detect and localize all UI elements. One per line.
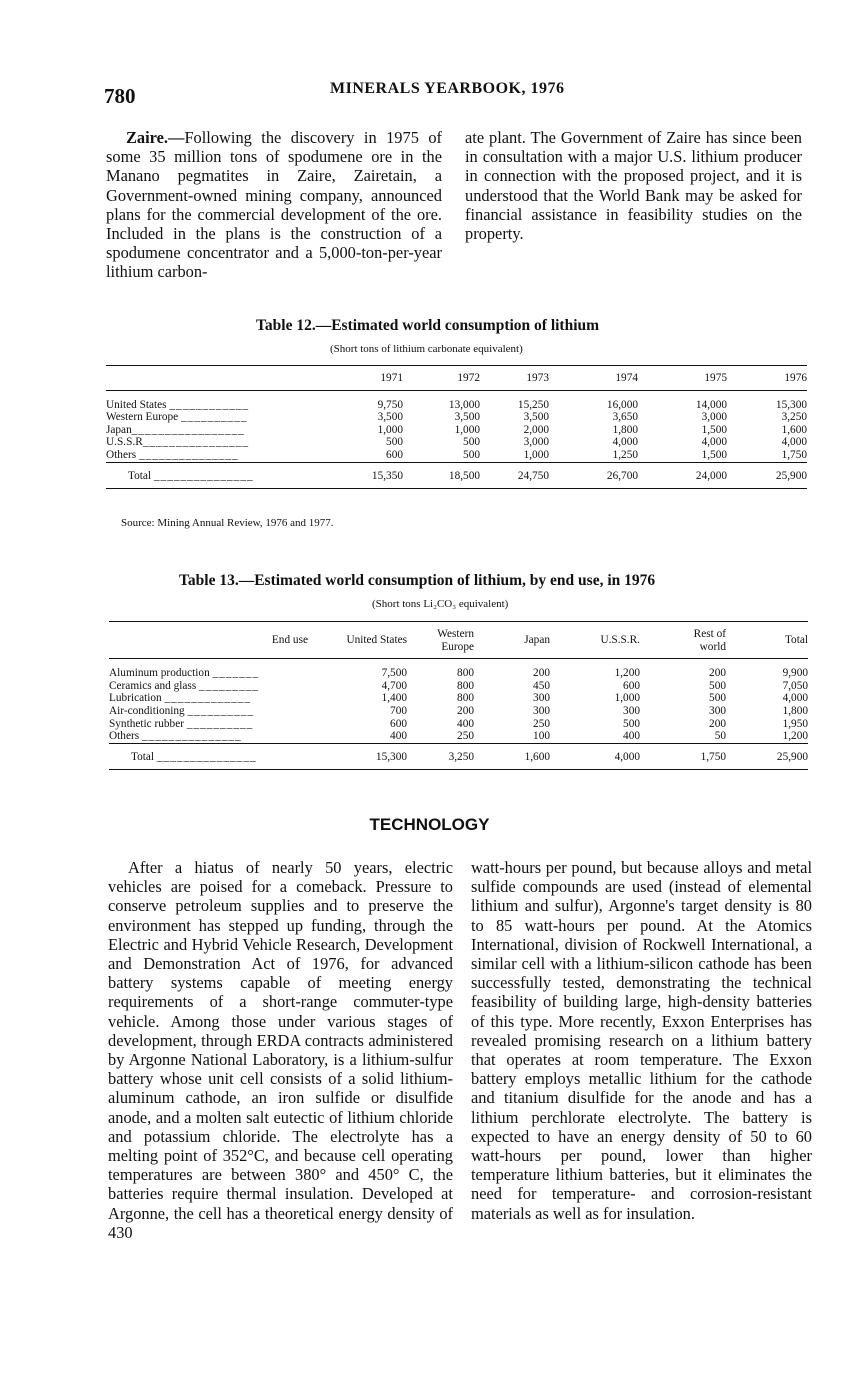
cell: 15,300 (775, 398, 807, 411)
table12-col-header: 1974 (549, 366, 638, 391)
cell: 1,000 (377, 423, 403, 436)
cell: 1,500 (701, 448, 727, 461)
cell: 700 (390, 704, 407, 717)
cell: 250 (533, 717, 550, 730)
table-row (106, 411, 807, 424)
cell: 600 (390, 717, 407, 730)
cell: 1,000 (614, 692, 640, 705)
cell: 1,750 (781, 448, 807, 461)
cell: 3,650 (612, 411, 638, 424)
cell: 500 (709, 692, 726, 705)
row-label: Japan_________________ (106, 423, 245, 436)
table12-col-header: 1975 (638, 366, 727, 391)
table13-title: Table 13.—Estimated world consumption of lithium, by end use, in 1976 (179, 572, 656, 589)
row-label: Air-conditioning __________ (109, 704, 255, 717)
total-cell: 15,300 (308, 743, 407, 770)
table12-title: Table 12.—Estimated world consumption of lithium (256, 317, 600, 334)
table13-col-header: Total (726, 622, 808, 659)
zaire-paragraph (106, 128, 442, 282)
cell: 600 (623, 679, 640, 692)
zaire-right-column (465, 128, 802, 243)
cell: 400 (390, 730, 407, 743)
cell: 800 (457, 679, 474, 692)
cell: 3,250 (781, 411, 807, 424)
table-row (109, 718, 808, 731)
cell: 200 (709, 717, 726, 730)
zaire-left-text: Following the discovery in 1975 of some 35 million tons of spodumene ore in the Manano pegmatites in Zaire, Zairetain, a Government-owned mining company, announced plans for the commercial development of the ore. Included in the plans is the construction of a spodumene concentrator and a 5,000-ton-per-year lithium carbon- (106, 128, 442, 282)
total-label: Total _______________ (106, 462, 328, 489)
total-cell: 4,000 (550, 743, 640, 770)
zaire-runin-heading: Zaire.— (126, 128, 185, 147)
table-row (106, 449, 807, 462)
cell: 400 (457, 717, 474, 730)
table12-header-row (106, 366, 807, 391)
cell: 1,200 (782, 730, 808, 743)
table13-col-header: End use (109, 622, 308, 659)
cell: 3,500 (377, 411, 403, 424)
table13 (109, 621, 808, 770)
cell: 3,500 (523, 411, 549, 424)
cell: 1,250 (612, 448, 638, 461)
total-cell: 26,700 (549, 462, 638, 489)
table12-col-header: 1976 (727, 366, 807, 391)
total-label: Total _______________ (109, 743, 308, 770)
page-number: 780 (104, 84, 136, 108)
cell: 500 (463, 436, 480, 449)
table12 (106, 365, 807, 489)
cell: 200 (457, 704, 474, 717)
total-cell: 1,600 (474, 743, 550, 770)
row-label: Western Europe __________ (106, 411, 248, 424)
cell: 200 (709, 667, 726, 680)
cell: 300 (709, 704, 726, 717)
table13-col-header: Japan (474, 622, 550, 659)
cell: 50 (714, 730, 726, 743)
cell: 1,400 (381, 692, 407, 705)
cell: 1,600 (781, 423, 807, 436)
row-label: U.S.S.R________________ (106, 436, 250, 449)
total-cell: 25,900 (727, 462, 807, 489)
running-title: MINERALS YEARBOOK, 1976 (330, 80, 565, 97)
cell: 300 (623, 704, 640, 717)
cell: 1,500 (701, 423, 727, 436)
total-cell: 3,250 (407, 743, 474, 770)
cell: 9,900 (782, 667, 808, 680)
table13-col-header: Rest of world (640, 622, 726, 659)
cell: 1,000 (523, 448, 549, 461)
cell: 500 (623, 717, 640, 730)
table12-header-blank (106, 366, 328, 391)
cell: 1,000 (454, 423, 480, 436)
table12-col-header: 1971 (328, 366, 403, 391)
cell: 450 (533, 679, 550, 692)
table13-col-header: United States (308, 622, 407, 659)
cell: 800 (457, 692, 474, 705)
total-cell: 24,750 (480, 462, 549, 489)
row-label: Lubrication _____________ (109, 692, 251, 705)
row-label: Aluminum production _______ (109, 667, 260, 680)
cell: 500 (463, 448, 480, 461)
total-cell: 25,900 (726, 743, 808, 770)
table-row (109, 730, 808, 743)
row-label: Others _______________ (106, 448, 239, 461)
technology-right-column (471, 858, 812, 1223)
table-row (106, 399, 807, 412)
technology-left-column (108, 858, 453, 1242)
total-cell: 24,000 (638, 462, 727, 489)
cell: 1,200 (614, 667, 640, 680)
total-cell: 18,500 (403, 462, 480, 489)
cell: 4,000 (612, 436, 638, 449)
cell: 2,000 (523, 423, 549, 436)
row-label: Others _______________ (109, 730, 242, 743)
table-row (106, 436, 807, 449)
table12-total-row (106, 462, 807, 489)
cell: 200 (533, 667, 550, 680)
cell: 600 (386, 448, 403, 461)
cell: 3,500 (454, 411, 480, 424)
cell: 7,050 (782, 679, 808, 692)
cell: 13,000 (448, 398, 480, 411)
total-cell: 15,350 (328, 462, 403, 489)
table12-col-header: 1973 (480, 366, 549, 391)
row-label: Ceramics and glass _________ (109, 679, 259, 692)
table-row (109, 667, 808, 680)
cell: 7,500 (381, 667, 407, 680)
zaire-right-text: ate plant. The Government of Zaire has since been in consultation with a major U.S. lithium producer in connection with the proposed project, and it is understood that the World Bank may be asked for financial assistance in feasibility studies on the property. (465, 128, 802, 244)
table12-source-note: Source: Mining Annual Review, 1976 and 1977. (121, 517, 334, 529)
row-label: Synthetic rubber __________ (109, 717, 254, 730)
cell: 3,000 (701, 411, 727, 424)
table13-subtitle: (Short tons Li₂CO₃ equivalent) (372, 598, 509, 610)
cell: 500 (709, 679, 726, 692)
table12-col-header: 1972 (403, 366, 480, 391)
technology-right-text: watt-hours per pound, but because alloys and metal sulfide compounds are used (instead of elemental lithium and sulfur), Argonne's target density is 80 to 85 watt-hours per pound. At the Atomics International, division of Rockwell International, a similar cell with a lithium-silicon cathode has been successfully tested, demonstrating the technical feasibility of building large, high-density batteries of this type. More recently, Exxon Enterprises has revealed promising research on a lithium battery that operates at room temperature. The Exxon battery employs metallic lithium for the cathode and titanium disulfide for the anode and has a lithium perchlorate electrolyte. The battery is expected to have an energy density of 50 to 60 watt-hours per pound, lower than higher temperature lithium batteries, but it eliminates the need for temperature- and corrosion-resistant materials as well as for insulation. (471, 858, 812, 1223)
cell: 100 (533, 730, 550, 743)
table-row (109, 680, 808, 693)
table12-subtitle: (Short tons of lithium carbonate equivalent) (330, 343, 523, 355)
cell: 4,000 (782, 692, 808, 705)
cell: 4,000 (701, 436, 727, 449)
cell: 4,700 (381, 679, 407, 692)
table-row (106, 424, 807, 437)
cell: 1,800 (612, 423, 638, 436)
cell: 400 (623, 730, 640, 743)
cell: 4,000 (781, 436, 807, 449)
table13-header-row (109, 622, 808, 659)
technology-left-text: After a hiatus of nearly 50 years, electric vehicles are poised for a comeback. Pressure to conserve petroleum supplies and to preserve the environment has stepped up funding, through the Electric and Hybrid Vehicle Research, Development and Demonstration Act of 1976, for advanced battery systems capable of meeting energy requirements of a short-range commuter-type vehicle. Among those under various stages of development, through ERDA contracts administered by Argonne National Laboratory, is a lithium-sulfur battery whose unit cell consists of a solid lithium-aluminum cathode, an iron sulfide or disulfide anode, and a molten salt eutectic of lithium chloride and potassium chloride. The electrolyte has a melting point of 352°C, and because cell operating temperatures are between 380° and 450° C, the batteries require thermal insulation. Developed at Argonne, the cell has a theoretical energy density of 430 (108, 858, 453, 1242)
row-label: United States ____________ (106, 398, 250, 411)
cell: 250 (457, 730, 474, 743)
table13-col-header: U.S.S.R. (550, 622, 640, 659)
cell: 500 (386, 436, 403, 449)
table-row (109, 705, 808, 718)
cell: 300 (533, 704, 550, 717)
table13-col-header: Western Europe (407, 622, 474, 659)
cell: 16,000 (606, 398, 638, 411)
cell: 14,000 (695, 398, 727, 411)
table-row (109, 692, 808, 705)
zaire-left-column (106, 128, 442, 282)
total-cell: 1,750 (640, 743, 726, 770)
cell: 3,000 (523, 436, 549, 449)
cell: 1,800 (782, 704, 808, 717)
cell: 15,250 (517, 398, 549, 411)
technology-heading: TECHNOLOGY (369, 815, 490, 834)
cell: 1,950 (782, 717, 808, 730)
cell: 800 (457, 667, 474, 680)
table13-total-row (109, 743, 808, 770)
cell: 300 (533, 692, 550, 705)
cell: 9,750 (377, 398, 403, 411)
